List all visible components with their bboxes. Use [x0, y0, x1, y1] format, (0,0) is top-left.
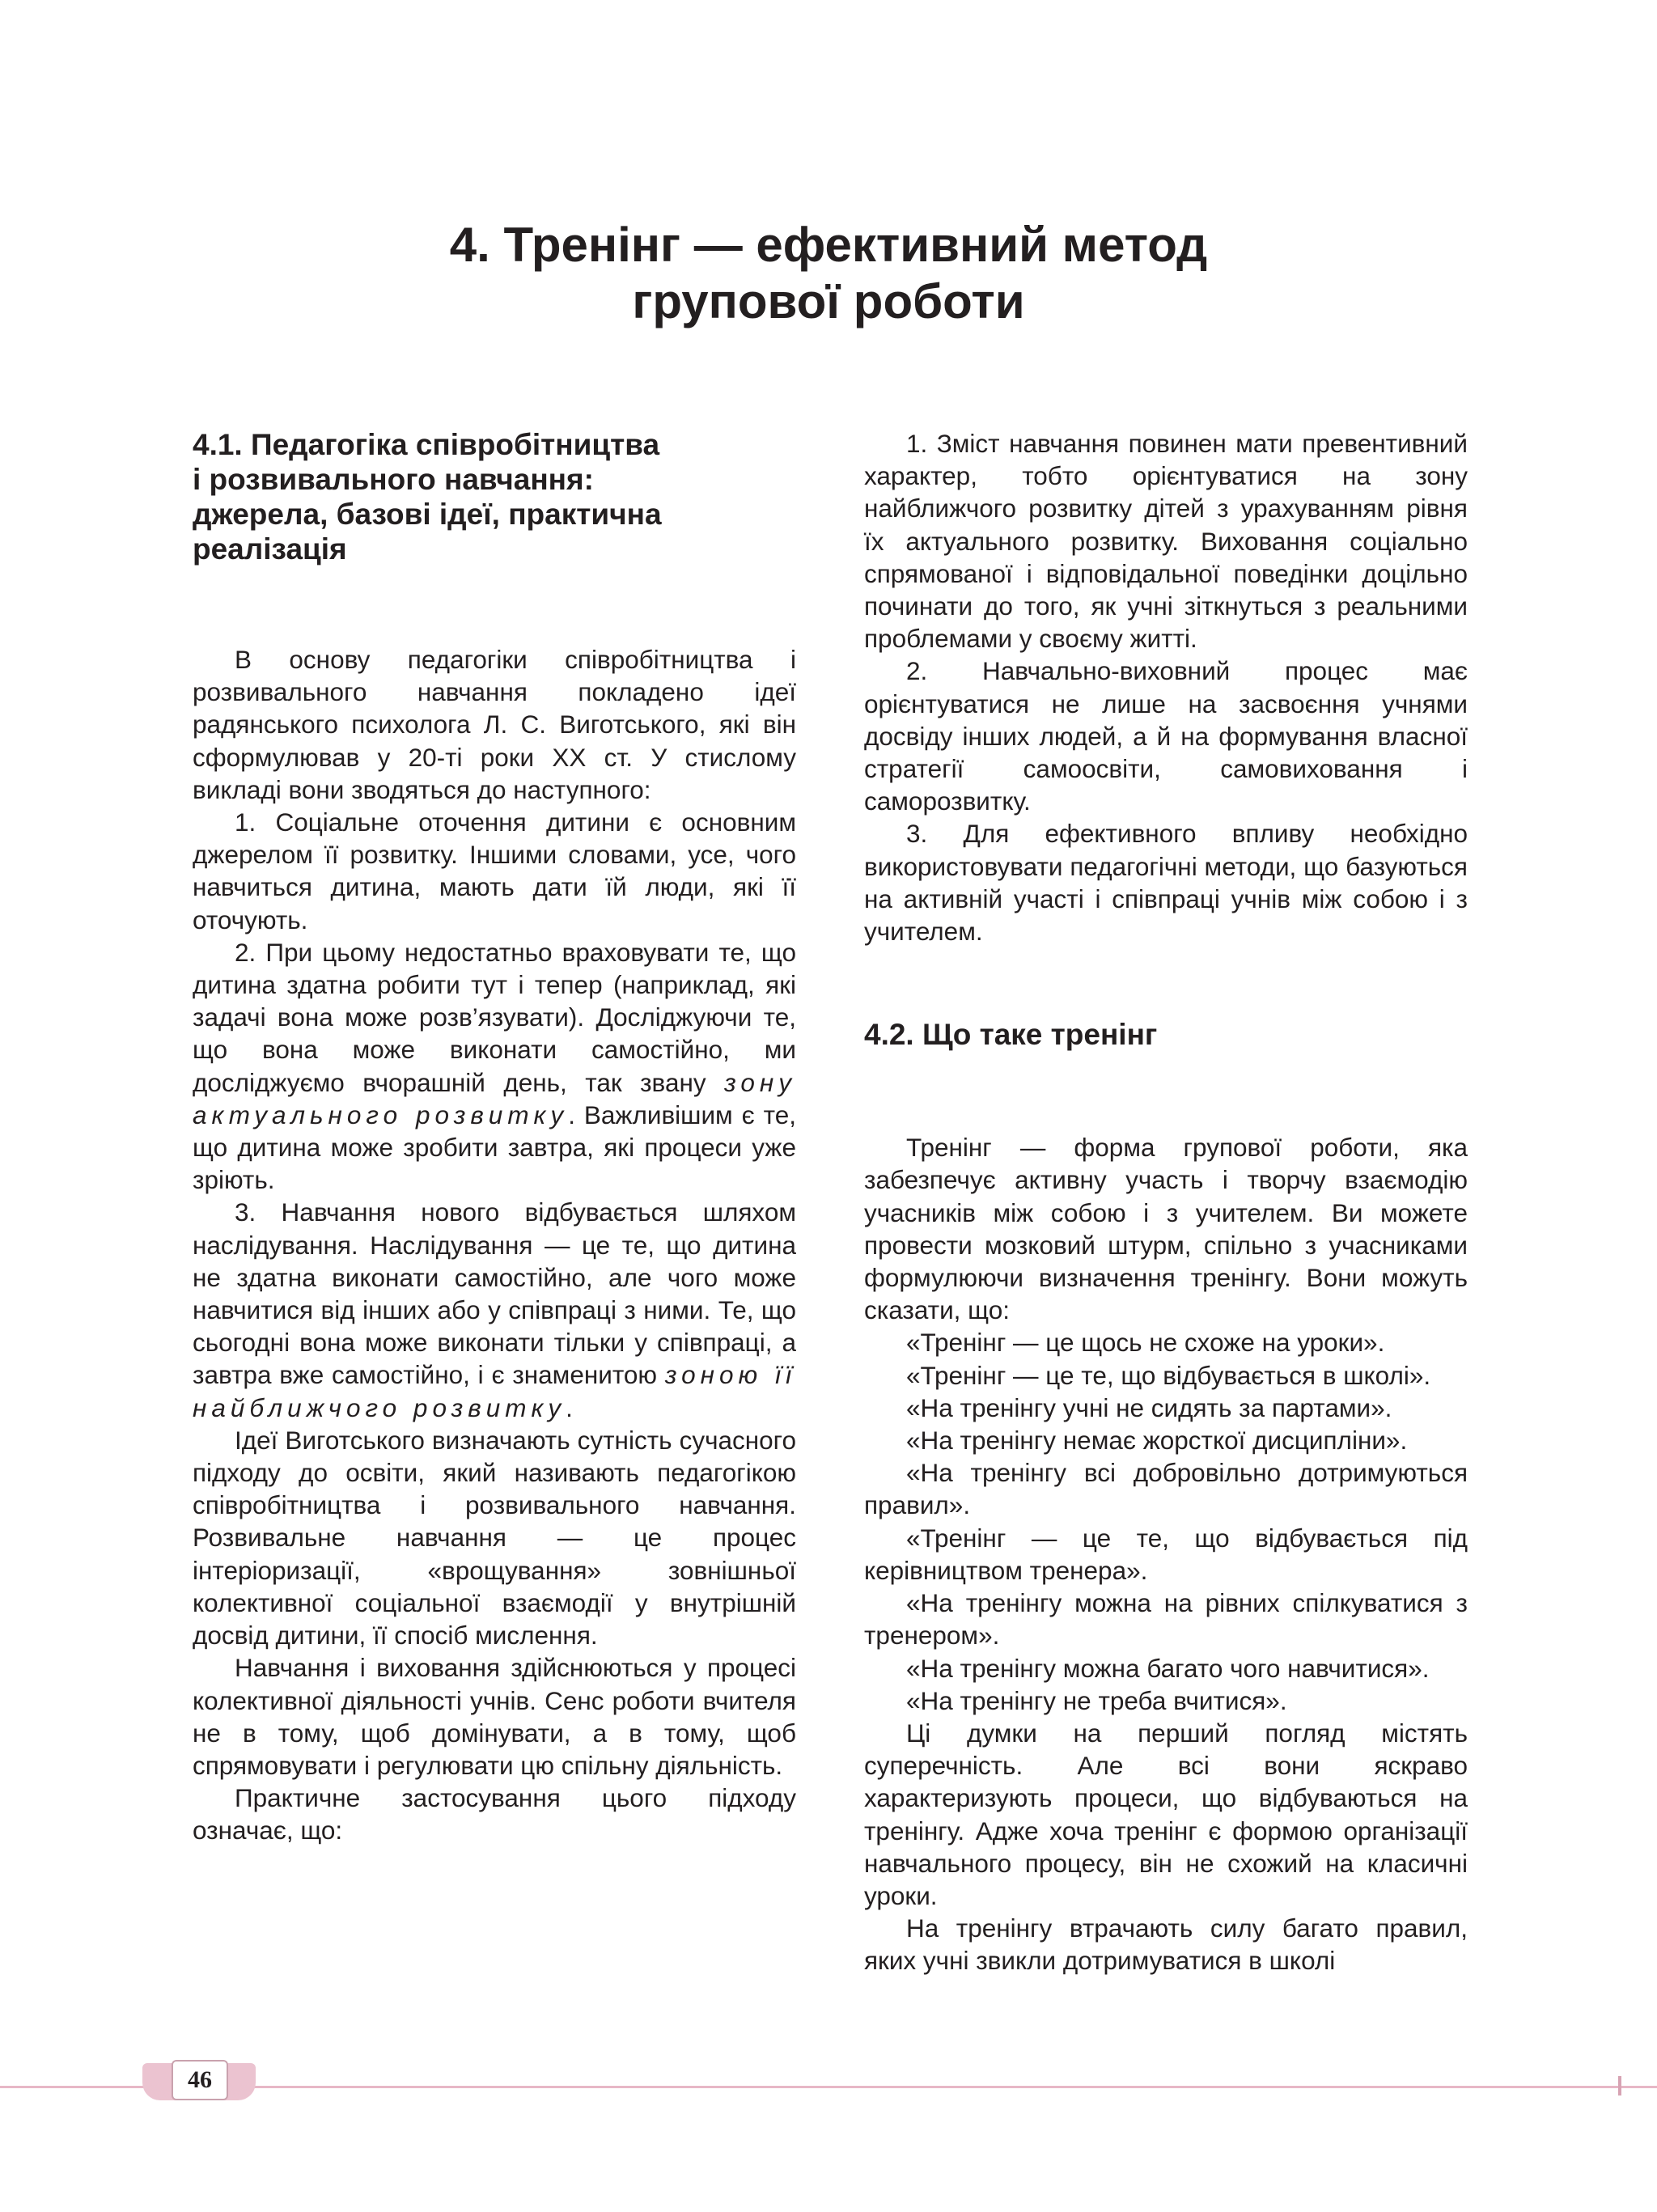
- paragraph-text: 3. Навчання нового відбувається шляхом наслідування. Наслідування — це те, що дитина не здатна виконати самостійно, але чого може навчитися від інших або у співпраці з ними. Те, що сьогодні вона може виконати тільки у співпраці, а завтра вже самостійно, і є знаменитою: [193, 1197, 796, 1390]
- emphasis-term: зону актуального розвитку: [193, 1067, 796, 1129]
- chapter-title-line-2: групової роботи: [632, 274, 1025, 329]
- quote-item: «На тренінгу можна багато чого навчитися».: [906, 1653, 1430, 1683]
- paragraph: 3. Для ефективного впливу необхідно використовувати педагогічні методи, що базуються на активній участі і співпраці учнів між собою і з учителем.: [864, 819, 1468, 947]
- quote-item: «На тренінгу немає жорсткої дисципліни».: [906, 1426, 1408, 1456]
- left-column: [193, 427, 796, 1847]
- paragraph: [193, 1196, 796, 1423]
- section-heading-line: і розвивального навчання:: [193, 463, 594, 496]
- paragraph-text: .: [566, 1392, 573, 1422]
- quote-item: «На тренінгу учні не сидять за партами».: [906, 1392, 1392, 1422]
- section-heading-line: реалізація: [193, 532, 347, 566]
- section-4-1-continued: [864, 427, 1468, 947]
- page-number: 46: [172, 2060, 228, 2100]
- chapter-title: [0, 217, 1657, 330]
- page-edge-mark: [1618, 2076, 1621, 2095]
- paragraph: Ідеї Виготського визначають сутність сучасного підходу до освіти, який називають педагогікою співробітництва і розвивального навчання. Розвивальне навчання — це процес інтеріоризації, «врощування» зовнішньої колективної соціальної взаємодії у внутрішній досвід дитини, її спосіб мислення.: [193, 1425, 796, 1651]
- emphasis-term: зоною її найближчого розвитку: [193, 1360, 796, 1422]
- paragraph-text: . Важливішим є те, що дитина може зробити завтра, які процеси уже зріють.: [193, 1100, 796, 1195]
- section-heading-line: 4.1. Педагогіка співробітництва: [193, 428, 660, 461]
- section-heading-4-2: 4.2. Що таке тренінг: [864, 1018, 1158, 1052]
- paragraph: В основу педагогіки співробітництва і розвивального навчання покладено ідеї радянського психолога Л. С. Виготського, які він сформулював у 20-ті роки XX ст. У стислому викладі вони зводяться до наступного:: [193, 645, 796, 804]
- section-heading-line: джерела, базові ідеї, практична: [193, 498, 662, 531]
- paragraph: Ці думки на перший погляд містять суперечність. Але всі вони яскраво характеризують процеси, що відбуваються на тренінгу. Адже хоча тренінг є формою організації навчального процесу, він не схожий на класичні уроки.: [864, 1718, 1468, 1910]
- paragraph: Практичне застосування цього підходу означає, що:: [193, 1783, 796, 1845]
- paragraph: На тренінгу втрачають силу багато правил, яких учні звикли дотримуватися в школі: [864, 1913, 1468, 1976]
- quote-item: «Тренінг — це те, що відбувається під керівництвом тренера».: [864, 1523, 1468, 1585]
- section-heading-4-1: [193, 427, 796, 566]
- paragraph: Навчання і виховання здійснюються у процесі колективної діяльності учнів. Сенс роботи вчителя не в тому, щоб домінувати, а в тому, щоб спрямовувати і регулювати цю спільну діяльність.: [193, 1653, 796, 1780]
- right-column: [864, 427, 1468, 1977]
- quote-item: «Тренінг — це те, що відбувається в школі».: [906, 1360, 1431, 1390]
- quote-item: «Тренінг — це щось не схоже на уроки».: [906, 1328, 1385, 1358]
- paragraph: 1. Соціальне оточення дитини є основним джерелом її розвитку. Іншими словами, усе, чого навчиться дитина, мають дати їй люди, які її оточують.: [193, 807, 796, 934]
- paragraph: 1. Зміст навчання повинен мати превентивний характер, тобто орієнтуватися на зону найближчого розвитку дітей з урахуванням рівня їх актуального розвитку. Виховання соціально спрямованої і відповідальної поведінки доцільно починати до того, як учні зіткнуться з реальними проблемами у своєму житті.: [864, 429, 1468, 654]
- chapter-title-line-1: 4. Тренінг — ефективний метод: [449, 218, 1208, 273]
- section-4-1-body: [193, 643, 796, 1847]
- paragraph: 2. Навчально-виховний процес має орієнтуватися не лише на засвоєння учнями досвіду інших людей, а й на формування власної стратегії самоосвіти, самовиховання і саморозвитку.: [864, 656, 1468, 816]
- paragraph-text: 2. При цьому недостатньо враховувати те, що дитина здатна робити тут і тепер (наприклад, які задачі вона може розв’язувати). Досліджуючи те, що вона може виконати самостійно, ми досліджуємо вчорашній день, так звану: [193, 937, 796, 1097]
- quote-item: «На тренінгу всі добровільно дотримуються правил».: [864, 1458, 1468, 1520]
- quote-item: «На тренінгу не треба вчитися».: [906, 1685, 1287, 1715]
- section-4-2-body: [864, 1131, 1468, 1977]
- paragraph: Тренінг — форма групової роботи, яка забезпечує активну участь і творчу взаємодію учасників між собою і з учителем. Ви можете провести мозковий штурм, спільно з учасниками формулюючи визначення тренінгу. Вони можуть сказати, що:: [864, 1133, 1468, 1325]
- paragraph: [193, 936, 796, 1197]
- quote-item: «На тренінгу можна на рівних спілкуватися з тренером».: [864, 1588, 1468, 1651]
